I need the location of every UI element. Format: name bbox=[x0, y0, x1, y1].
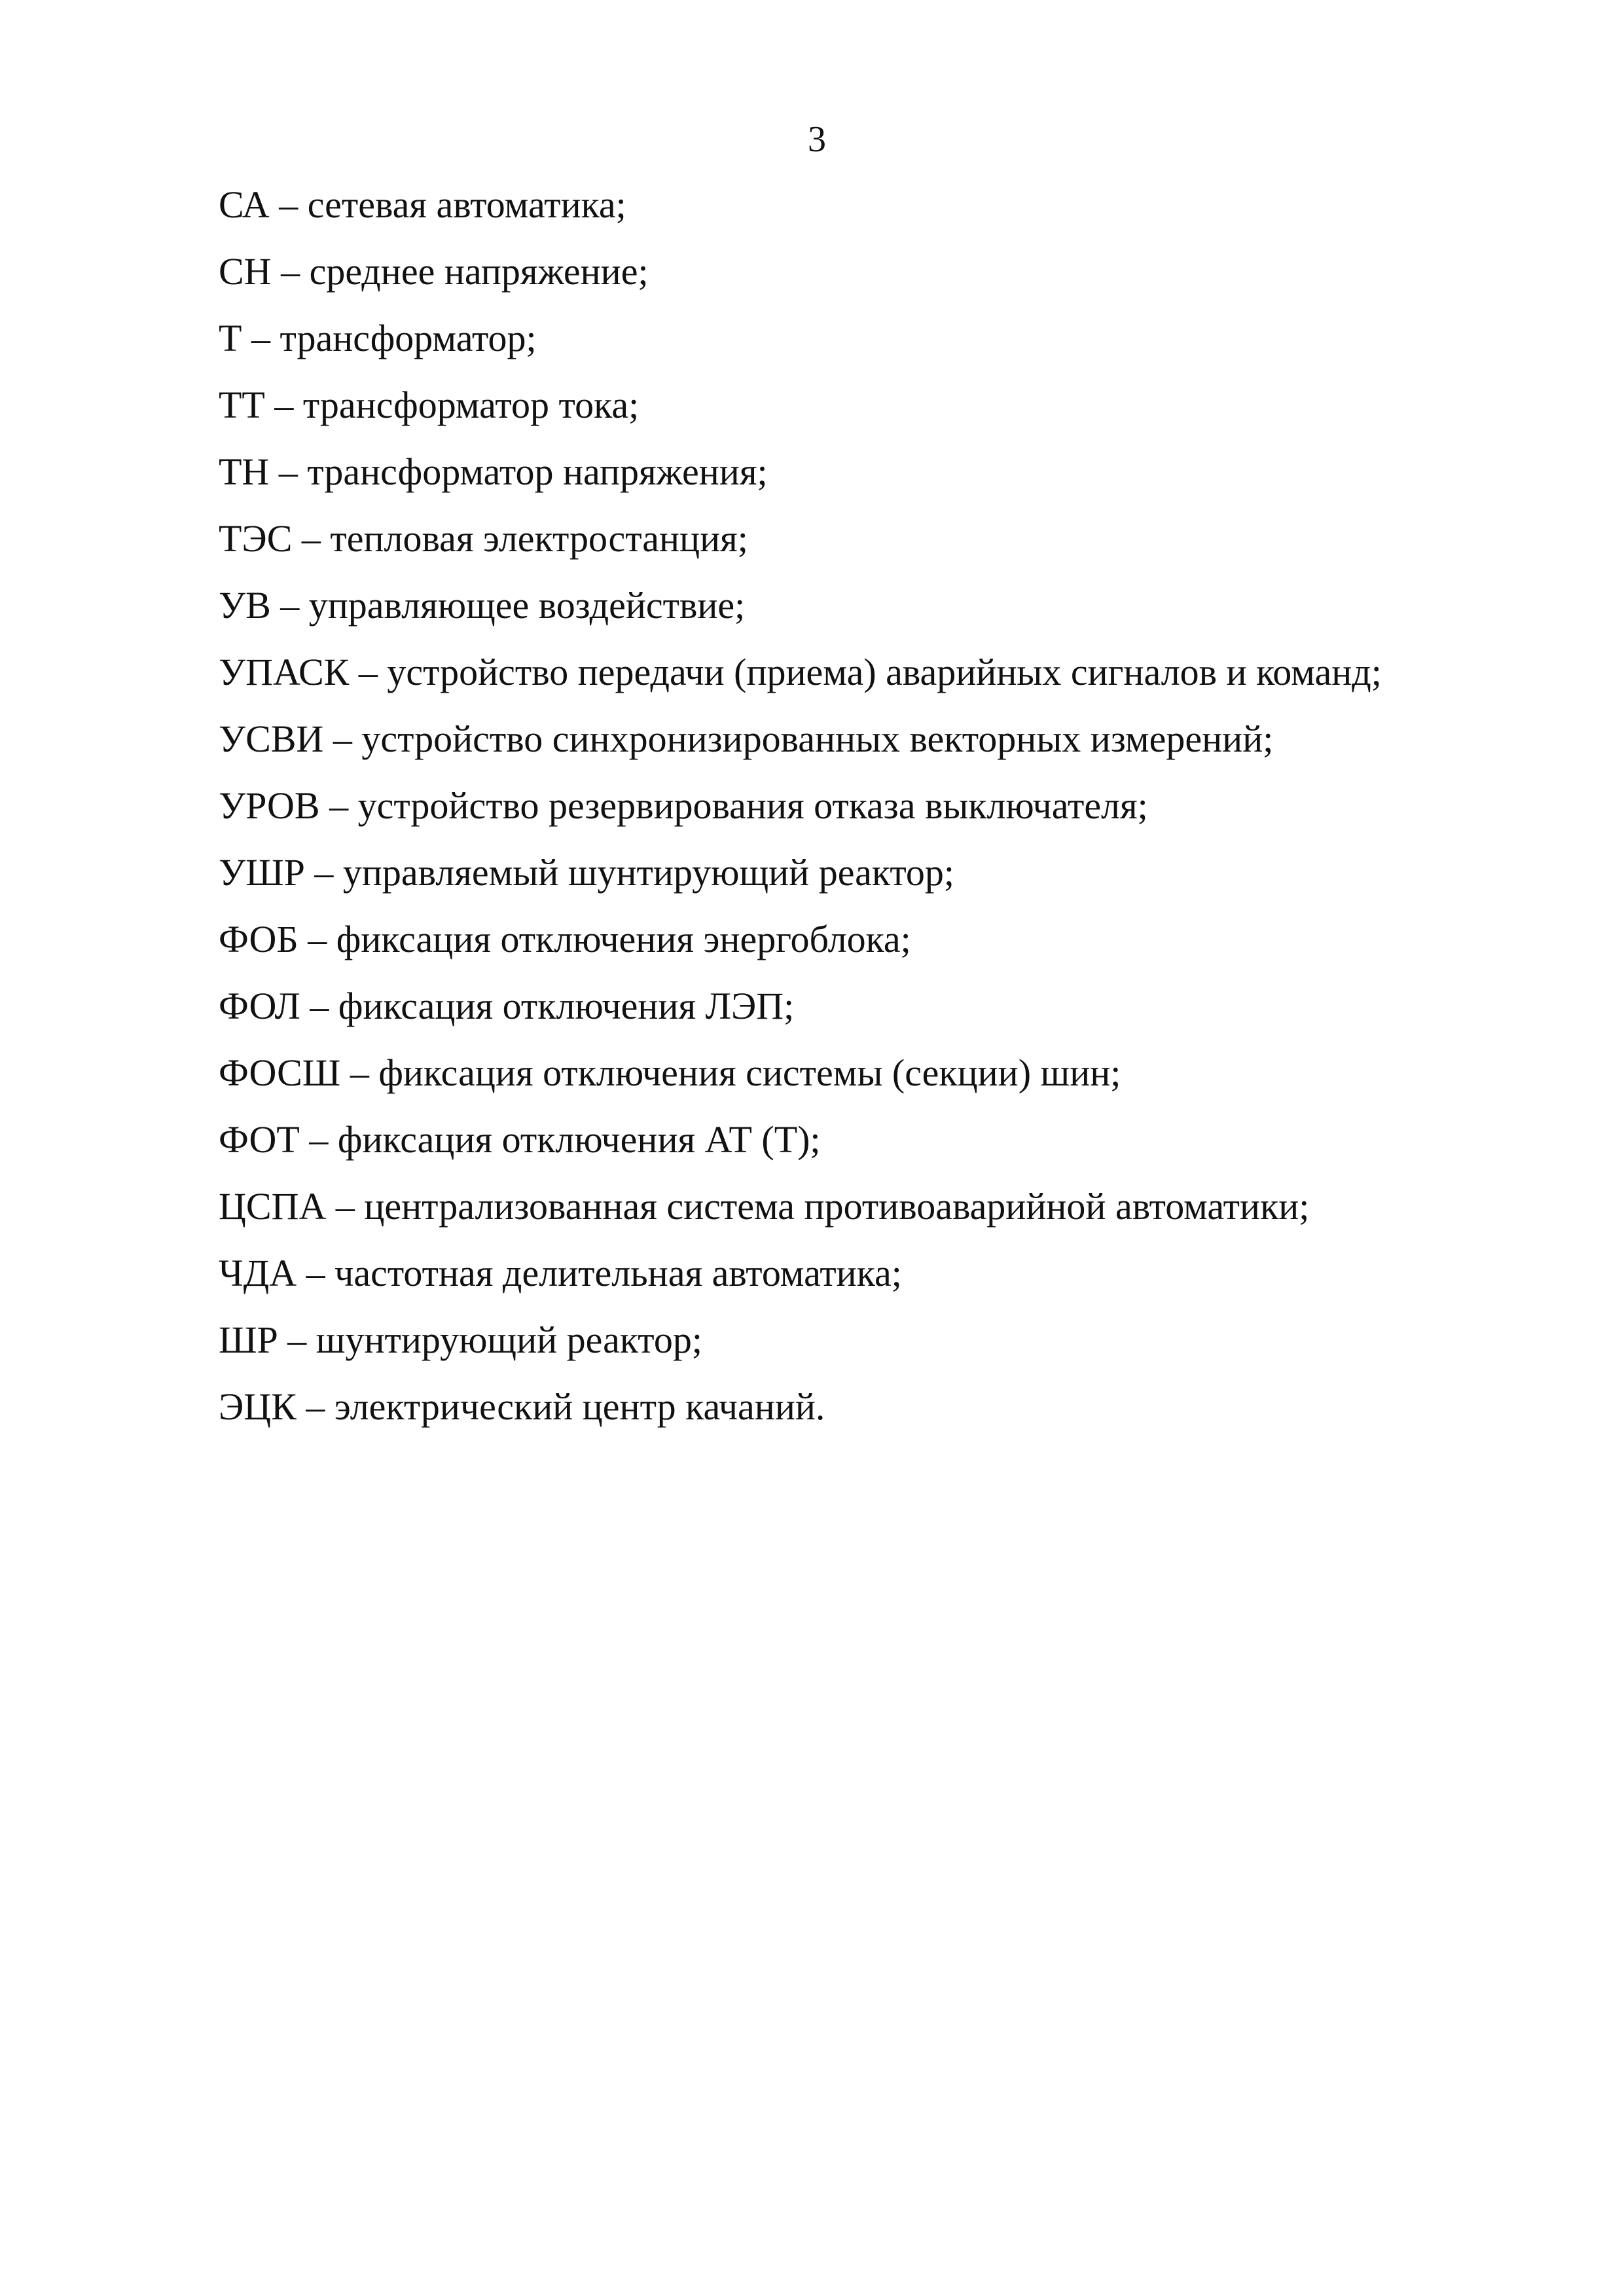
list-item bbox=[219, 172, 1528, 238]
abbreviation-definition: устройство передачи (приема) аварийных сигналов и команд; bbox=[387, 651, 1382, 693]
abbreviation-definition: фиксация отключения системы (секции) шин; bbox=[378, 1051, 1121, 1094]
abbreviation-code: УСВИ bbox=[219, 718, 324, 760]
dash-separator: – bbox=[300, 985, 338, 1027]
abbreviation-code: Т bbox=[219, 317, 242, 359]
abbreviation-code: ТЭС bbox=[219, 517, 293, 560]
dash-separator: – bbox=[298, 918, 336, 960]
dash-separator: – bbox=[349, 651, 388, 693]
dash-separator: – bbox=[323, 718, 362, 760]
dash-separator: – bbox=[271, 250, 310, 293]
list-item bbox=[219, 906, 1528, 973]
abbreviation-definition: среднее напряжение; bbox=[309, 250, 649, 293]
abbreviation-definition: устройство синхронизированных векторных измерений; bbox=[361, 718, 1274, 760]
abbreviation-code: ТТ bbox=[219, 384, 265, 426]
abbreviation-definition: шунтирующий реактор; bbox=[316, 1319, 702, 1361]
dash-separator: – bbox=[326, 1185, 365, 1228]
dash-separator: – bbox=[292, 517, 331, 560]
list-item bbox=[219, 706, 1528, 773]
list-item bbox=[219, 439, 1528, 505]
dash-separator: – bbox=[299, 1118, 338, 1161]
abbreviation-definition: управляемый шунтирующий реактор; bbox=[342, 851, 955, 894]
list-item bbox=[219, 973, 1528, 1040]
abbreviation-definition: трансформатор; bbox=[280, 317, 537, 359]
abbreviation-definition: фиксация отключения ЛЭП; bbox=[338, 985, 795, 1027]
dash-separator: – bbox=[297, 1252, 335, 1294]
abbreviation-code: СН bbox=[219, 250, 272, 293]
abbreviation-code: УРОВ bbox=[219, 784, 320, 827]
abbreviation-code: УШР bbox=[219, 851, 305, 894]
list-item bbox=[219, 1106, 1528, 1173]
abbreviation-definition: электрический центр качаний. bbox=[334, 1385, 825, 1428]
list-item bbox=[219, 639, 1528, 706]
abbreviation-definition: централизованная система противоаварийной автоматики; bbox=[364, 1185, 1310, 1228]
abbreviation-code: ФОБ bbox=[219, 918, 298, 960]
abbreviation-definition: управляющее воздействие; bbox=[308, 584, 746, 627]
dash-separator: – bbox=[269, 450, 308, 493]
list-item bbox=[219, 1040, 1528, 1106]
list-item bbox=[219, 505, 1528, 572]
abbreviation-code: ЭЦК bbox=[219, 1385, 297, 1428]
list-item bbox=[219, 572, 1528, 639]
dash-separator: – bbox=[304, 851, 343, 894]
dash-separator: – bbox=[278, 1319, 316, 1361]
dash-separator: – bbox=[242, 317, 280, 359]
list-item bbox=[219, 305, 1528, 372]
abbreviation-code: ФОТ bbox=[219, 1118, 300, 1161]
abbreviation-definition: частотная делительная автоматика; bbox=[334, 1252, 902, 1294]
list-item bbox=[219, 1307, 1528, 1374]
abbreviation-list bbox=[219, 172, 1528, 1440]
list-item bbox=[219, 238, 1528, 305]
page-number: 3 bbox=[808, 119, 826, 160]
dash-separator: – bbox=[270, 584, 309, 627]
list-item bbox=[219, 773, 1528, 839]
abbreviation-code: ЧДА bbox=[219, 1252, 297, 1294]
abbreviation-definition: фиксация отключения энергоблока; bbox=[336, 918, 911, 960]
list-item bbox=[219, 839, 1528, 906]
abbreviation-code: УПАСК bbox=[219, 651, 350, 693]
abbreviation-code: ТН bbox=[219, 450, 270, 493]
abbreviation-code: ФОСШ bbox=[219, 1051, 341, 1094]
abbreviation-definition: сетевая автоматика; bbox=[307, 183, 626, 226]
abbreviation-definition: трансформатор тока; bbox=[302, 384, 640, 426]
abbreviation-definition: устройство резервирования отказа выключателя; bbox=[357, 784, 1148, 827]
dash-separator: – bbox=[296, 1385, 334, 1428]
list-item bbox=[219, 1240, 1528, 1307]
abbreviation-definition: трансформатор напряжения; bbox=[307, 450, 768, 493]
list-item bbox=[219, 1374, 1528, 1440]
abbreviation-code: ШР bbox=[219, 1319, 278, 1361]
dash-separator: – bbox=[319, 784, 358, 827]
abbreviation-code: ЦСПА bbox=[219, 1185, 327, 1228]
list-item bbox=[219, 372, 1528, 439]
abbreviation-code: УВ bbox=[219, 584, 271, 627]
dash-separator: – bbox=[269, 183, 308, 226]
abbreviation-code: ФОЛ bbox=[219, 985, 300, 1027]
dash-separator: – bbox=[264, 384, 303, 426]
abbreviation-definition: фиксация отключения АТ (Т); bbox=[337, 1118, 821, 1161]
abbreviation-code: СА bbox=[219, 183, 270, 226]
list-item bbox=[219, 1173, 1528, 1240]
abbreviation-definition: тепловая электростанция; bbox=[330, 517, 748, 560]
dash-separator: – bbox=[340, 1051, 379, 1094]
